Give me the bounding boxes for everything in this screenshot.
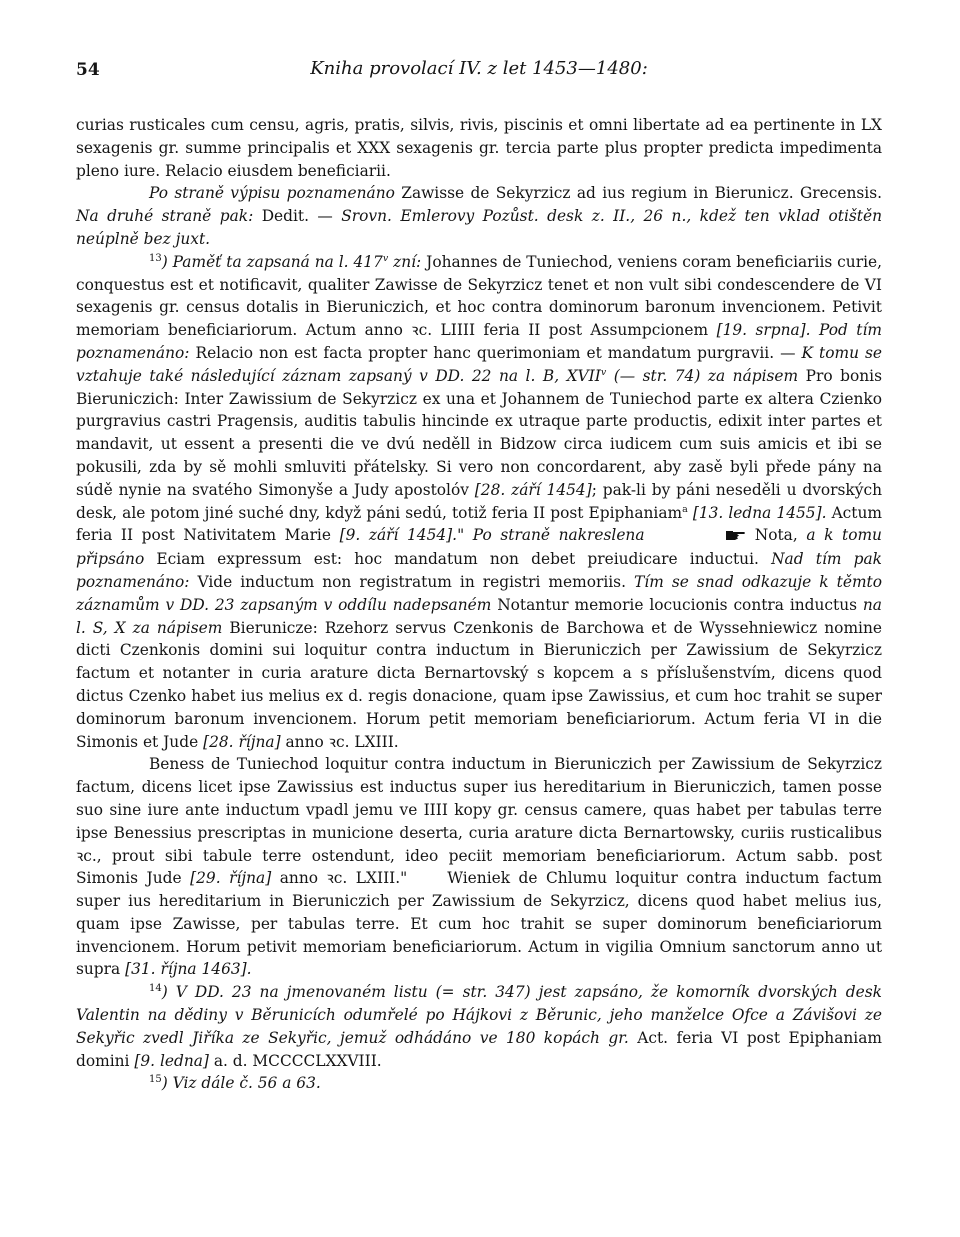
editor-note: Po straně výpisu poznamenáno [149, 184, 395, 203]
editor-note: Po straně nakreslena [472, 526, 645, 545]
latin-text: Vide inductum non registratum in registri memoriis. [189, 572, 635, 591]
footnote-number: 15 [149, 1074, 162, 1086]
latin-text: Dedit. — [253, 207, 342, 226]
editor-note: Tím se snad odkazuje k těmto záznamům v DD. 23 zapsaným v oddílu nadepsaném [76, 572, 882, 614]
footnote-14 [76, 981, 882, 1072]
footnote-15 [76, 1072, 882, 1095]
latin-text: Pro bonis Bieruniczich: Inter Zawissium de Sekyrzicz ex una et Johannem de Tuniechod parte ex altera Czienko purgravius castri Pragensis, auditis tabulis hincinde ex utraque parte productis, edixit inter partes et mandavit, ut essent a presenti die ve dvú neděll in Bidzow circa iudicem cum suis amicis et ibi se pokusili, zda by sě mohli smluviti přátelsky. Si vero non concordarent, aby zasě byli přede pány na súdě nynie na svatého Simonyše a Judy apostolóv [76, 366, 882, 499]
editor-note: ) Paměť ta zapsaná na l. 417 [161, 252, 383, 271]
editor-note: Nad tím pak poznamenáno: [76, 550, 883, 591]
footnote-number: 14 [149, 983, 162, 995]
date-note: [29. října] [190, 869, 272, 888]
date-note: [13. ledna 1455]. [687, 503, 827, 522]
date-note: [28. září 1454] [474, 480, 592, 499]
editor-note: ) V DD. 23 na jmenovaném listu (= str. 347) jest zapsáno, že komorník dvorských desk Valentin na dědiny v Běrunicích odumřelé po Hájkovi z Běrunic, jeho manželce Ofce a Závišovi ze Sekyřic zvedl Jiříka ze Sekyřic, jemuž odhádáno ve 180 kopách gr. [76, 983, 882, 1047]
latin-text: Eciam expressum est: hoc mandatum non debet preiudicare inductui. [144, 550, 772, 569]
date-note: [19. srpna]. Pod tím poznamenáno: [76, 321, 882, 362]
document-page [76, 58, 882, 1095]
paragraph-beness [76, 753, 882, 981]
latin-text: Nota, [746, 526, 807, 545]
paragraph-2 [76, 182, 882, 250]
running-title: Kniha provolací IV. z let 1453—1480: [310, 58, 648, 79]
latin-text: Wieniek de Chlumu loquitur contra inductum factum super ius hereditarium in Bieruniczich per Zawissium de Sekyrzicz, dicens quod habet melius ius, quam ipse Zawisse, per tabulas terre. Et cum hoc trahit se super dominorum beneficiariorum invencionem. Horum petivit memoriam beneficiariorum. Actum in vigilia Omnium sanctorum anno ut supra [76, 869, 882, 979]
latin-text: Zawisse de Sekyrzicz ad ius regium in Bierunicz. Grecensis. [394, 184, 882, 203]
latin-text: Actum feria II post Nativitatem Marie [76, 503, 882, 545]
superscript: v [600, 366, 607, 378]
editor-note: (— str. 74) za nápisem [606, 366, 799, 385]
pointing-hand-icon [653, 525, 746, 548]
latin-text: " [457, 526, 473, 545]
superscript: a [682, 503, 688, 515]
page-header [76, 58, 882, 88]
date-note: [31. října 1463]. [125, 960, 252, 979]
latin-text: Johannes de Tuniechod, veniens coram beneficiariis curie, conquestus est et notificavit, qualiter Zawisse de Sekyrzicz tenet et non vult sibi condescendere de VI sexagenis gr. census dotalis in Bieruniczich, et hoc contra dominorum baronum invencionem. Petivit memoriam beneficiariorum. Actum anno ꝛc. LIIII feria II post Assumpcionem [76, 252, 882, 340]
date-note: [9. ledna] [134, 1051, 209, 1070]
latin-text: Beness de Tuniechod loquitur contra inductum in Bieruniczich per Zawissium de Sekyrzicz factum, dicens licet ipse Zawissius est inductus super ius hereditarium in Bieruniczich, tamen posse suo sine iure ante inductum vpadl jemu ve IIII kopy gr. census camere, quas habet per tabulas terre ipse Benessius prescriptas in municione deserta, curia arature dicta Bernartowsky, curiis rusticalibus ꝛc., prout sibi tabule terre ostendunt, ideo peciit memoriam beneficiariorum. Actum sabb. post Simonis Jude [76, 755, 882, 888]
latin-text: a. d. MCCCCLXXVIII. [208, 1051, 382, 1070]
editor-note: a k tomu připsáno [76, 526, 882, 569]
date-note: [9. září 1454]. [339, 526, 458, 545]
page-body [76, 114, 882, 1095]
latin-text: anno ꝛc. LXIII. [280, 732, 399, 751]
page-number: 54 [76, 60, 100, 80]
latin-text: anno ꝛc. LXIII." [271, 869, 408, 888]
latin-text: ; pak-li by páni neseděli u dvorských desk, ale potom jiné suché dny, když páni sedú, totiž feria II post Epiphaniam [76, 480, 882, 522]
editor-note: ) Viz dále č. 56 a 63. [161, 1074, 321, 1093]
editor-note: Srovn. Emlerovy Pozůst. desk z. II., 26 n., kdež ten vklad otištěn neúplně bez juxt. [76, 207, 883, 248]
paragraph-1 [76, 114, 882, 182]
editor-note: Na druhé straně pak: [76, 207, 254, 226]
latin-text: Relacio non est facta propter hanc querimoniam et mandatum purgravii. — [189, 343, 802, 362]
editor-note: na l. S, X za nápisem [76, 595, 882, 637]
latin-text: Notantur memorie locucionis contra inductus [491, 595, 863, 614]
superscript: v [382, 252, 389, 264]
latin-text: Act. feria VI post Epiphaniam domini [76, 1028, 883, 1070]
footnote-13 [76, 251, 882, 754]
paragraph-1-text: curias rusticales cum censu, agris, pratis, silvis, rivis, piscinis et omni libertate ad ea pertinente in LX sexagenis gr. summe principalis et XXX sexagenis gr. tercia parte plus propter predicta impedimenta pleno iure. Relacio eiusdem beneficiarii. [76, 116, 882, 180]
date-note: [28. října] [203, 732, 281, 751]
editor-note: zní: [388, 252, 422, 271]
latin-text: Bierunicze: Rzehorz servus Czenkonis de Barchowa et de Wyssehniewicz nomine dicti Czenkonis domini sui loquitur contra inductum in Bieruniczich per Zawissium de Sekyrzicz factum et notanter in curia arature dicta Bernartovský s kopcem a s příslušenstvím, dicens quod dictus Czenko habet ius melius ex d. regis donacione, quam ipse Zawissius, et cum hoc trahit se super dominorum baronum invencionem. Horum petit memoriam beneficiariorum. Actum feria VI in die Simonis et Jude [76, 618, 882, 751]
editor-note: K tomu se vztahuje také následující záznam zapsaný v DD. 22 na l. B, XVII [76, 343, 882, 385]
footnote-number: 13 [149, 252, 162, 264]
